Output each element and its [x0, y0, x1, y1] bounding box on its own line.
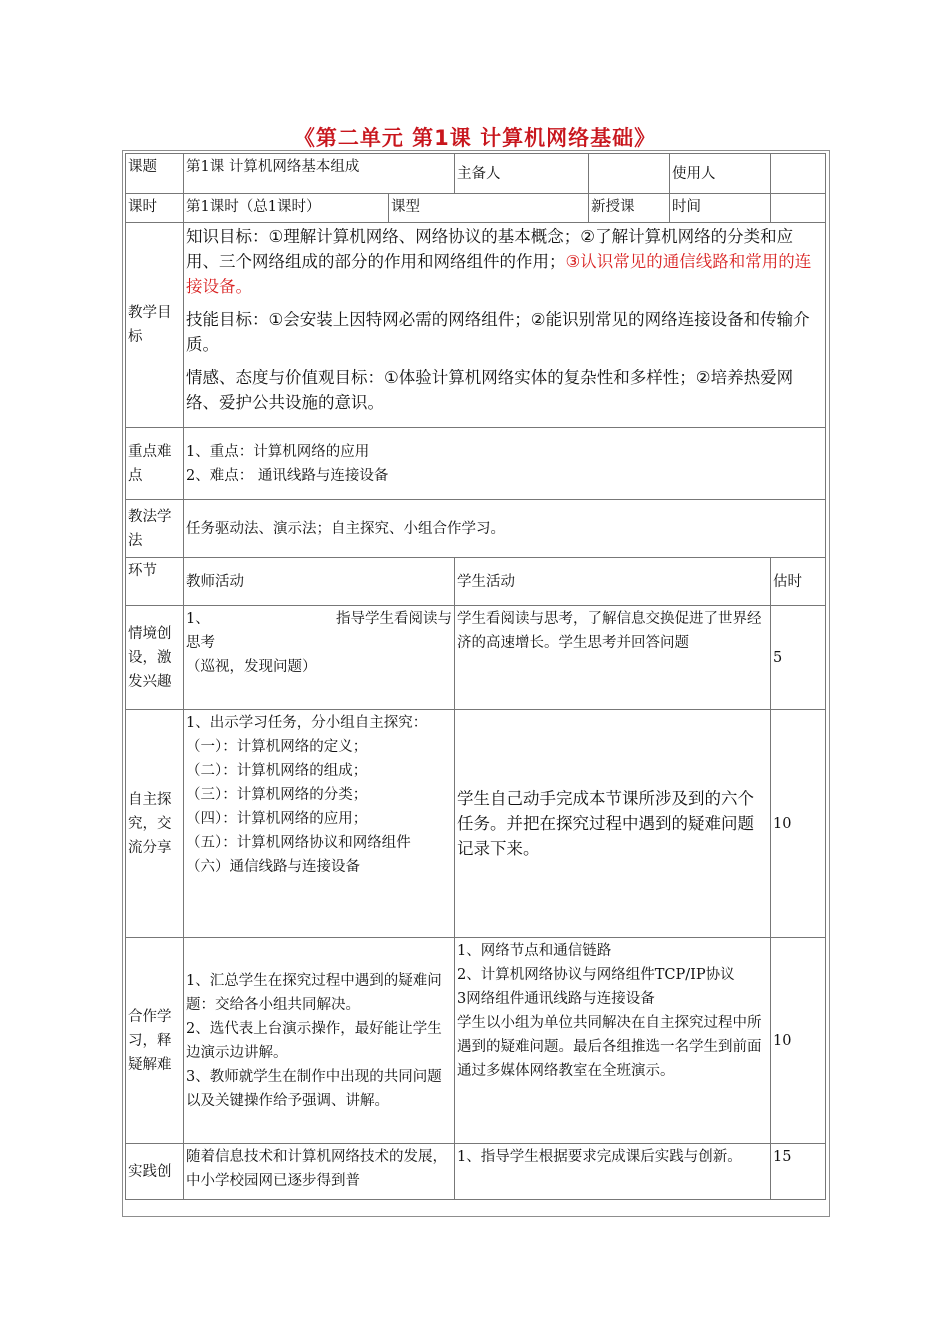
teacher-activity: 随着信息技术和计算机网络技术的发展，中小学校园网已逐步得到普 [184, 1144, 455, 1200]
focus-point: 1、重点：计算机网络的应用 [186, 443, 370, 460]
stage-cell: 实践创 [126, 1144, 184, 1200]
task-item: （二）：计算机网络的组成； [186, 763, 368, 779]
teacher-activity: 1、 指导学生看阅读与 思考 （巡视，发现问题） [184, 606, 455, 710]
subject-label: 课题 [126, 154, 184, 194]
objectives-row [126, 223, 826, 428]
time-estimate: 5 [771, 606, 826, 710]
task-item: （一）：计算机网络的定义； [186, 739, 368, 755]
student-activity: 学生自己动手完成本节课所涉及到的六个任务。并把在探究过程中遇到的疑难问题记录下来。 [455, 710, 771, 938]
header-row-2 [126, 194, 826, 223]
teacher-activity: 1、出示学习任务，分小组自主探究： （一）：计算机网络的定义； （二）：计算机网络的组成； （三）：计算机网络的分类； （四）：计算机网络的应用； （五）：计算机网络协议和网络组件 （六）通信线路与连接设备 [184, 710, 455, 938]
student-header: 学生活动 [455, 558, 771, 606]
task-item: （六）通信线路与连接设备 [186, 859, 360, 875]
user-value [771, 154, 826, 194]
stage-cell: 自主探究，交流分享 [126, 710, 184, 938]
time-label: 时间 [670, 194, 771, 223]
knowledge-objective: 知识目标：①理解计算机网络、网络协议的基本概念；②了解计算机网络的分类和应用、三个网络组成的部分的作用和网络组件的作用；③认识常见的通信线路和常用的连接设备。 [186, 227, 812, 296]
time-estimate: 15 [771, 1144, 826, 1200]
difficulty-point: 2、难点： 通讯线路与连接设备 [186, 467, 389, 484]
time-estimate: 10 [771, 710, 826, 938]
methods-value: 任务驱动法、演示法；自主探究、小组合作学习。 [184, 500, 826, 558]
document-title: 《第二单元 第1课 计算机网络基础》 [293, 126, 657, 150]
methods-label: 教法学法 [126, 500, 184, 558]
teacher-activity: 1、汇总学生在探究过程中遇到的疑难问题：交给各小组共同解决。 2、选代表上台演示操作，最好能让学生边演示边讲解。 3、教师就学生在制作中出现的共同问题以及关键操作给予强调、讲解。 [184, 938, 455, 1144]
methods-row [126, 500, 826, 558]
lesson-plan-table [125, 153, 826, 1200]
keypoints-row [126, 428, 826, 500]
task-item: （五）：计算机网络协议和网络组件 [186, 835, 411, 851]
column-header-row [126, 558, 826, 606]
student-activity: 1、指导学生根据要求完成课后实践与创新。 [455, 1144, 771, 1200]
header-row-1 [126, 154, 826, 194]
knowledge-objective-highlight: ③认识常见的通信线路和常用的连接设备。 [186, 252, 812, 296]
activity-row [126, 1144, 826, 1200]
keypoints-content [184, 428, 826, 500]
skill-objective: 技能目标：①会安装上因特网必需的网络组件；②能识别常见的网络连接设备和传输介质。 [186, 310, 810, 354]
user-label: 使用人 [670, 154, 771, 194]
task-item: （四）：计算机网络的应用； [186, 811, 368, 827]
type-value: 新授课 [589, 194, 670, 223]
teacher-header: 教师活动 [184, 558, 455, 606]
preparer-value [589, 154, 670, 194]
time-header: 估时 [771, 558, 826, 606]
student-activity: 1、网络节点和通信链路 2、计算机网络协议与网络组件TCP/IP协议 3网络组件通讯线路与连接设备 学生以小组为单位共同解决在自主探究过程中所遇到的疑难问题。最后各组推选一名学生到前面通过多媒体网络教室在全班演示。 [455, 938, 771, 1144]
activity-row [126, 710, 826, 938]
activity-row [126, 606, 826, 710]
preparer-label: 主备人 [455, 154, 589, 194]
time-estimate: 10 [771, 938, 826, 1144]
type-label: 课型 [389, 194, 589, 223]
period-value: 第1课时（总1课时） [184, 194, 389, 223]
student-activity: 学生看阅读与思考，了解信息交换促进了世界经济的高速增长。学生思考并回答问题 [455, 606, 771, 710]
task-item: （三）：计算机网络的分类； [186, 787, 368, 803]
time-value [771, 194, 826, 223]
objectives-content [184, 223, 826, 428]
keypoints-label: 重点难点 [126, 428, 184, 500]
emotion-objective: 情感、态度与价值观目标：①体验计算机网络实体的复杂性和多样性；②培养热爱网络、爱护公共设施的意识。 [186, 368, 794, 412]
stage-header: 环节 [126, 558, 184, 606]
objectives-label: 教学目标 [126, 223, 184, 428]
stage-cell: 情境创设，激发兴趣 [126, 606, 184, 710]
stage-cell: 合作学习，释疑解难 [126, 938, 184, 1144]
subject-value: 第1课 计算机网络基本组成 [184, 154, 455, 194]
period-label: 课时 [126, 194, 184, 223]
activity-row [126, 938, 826, 1144]
